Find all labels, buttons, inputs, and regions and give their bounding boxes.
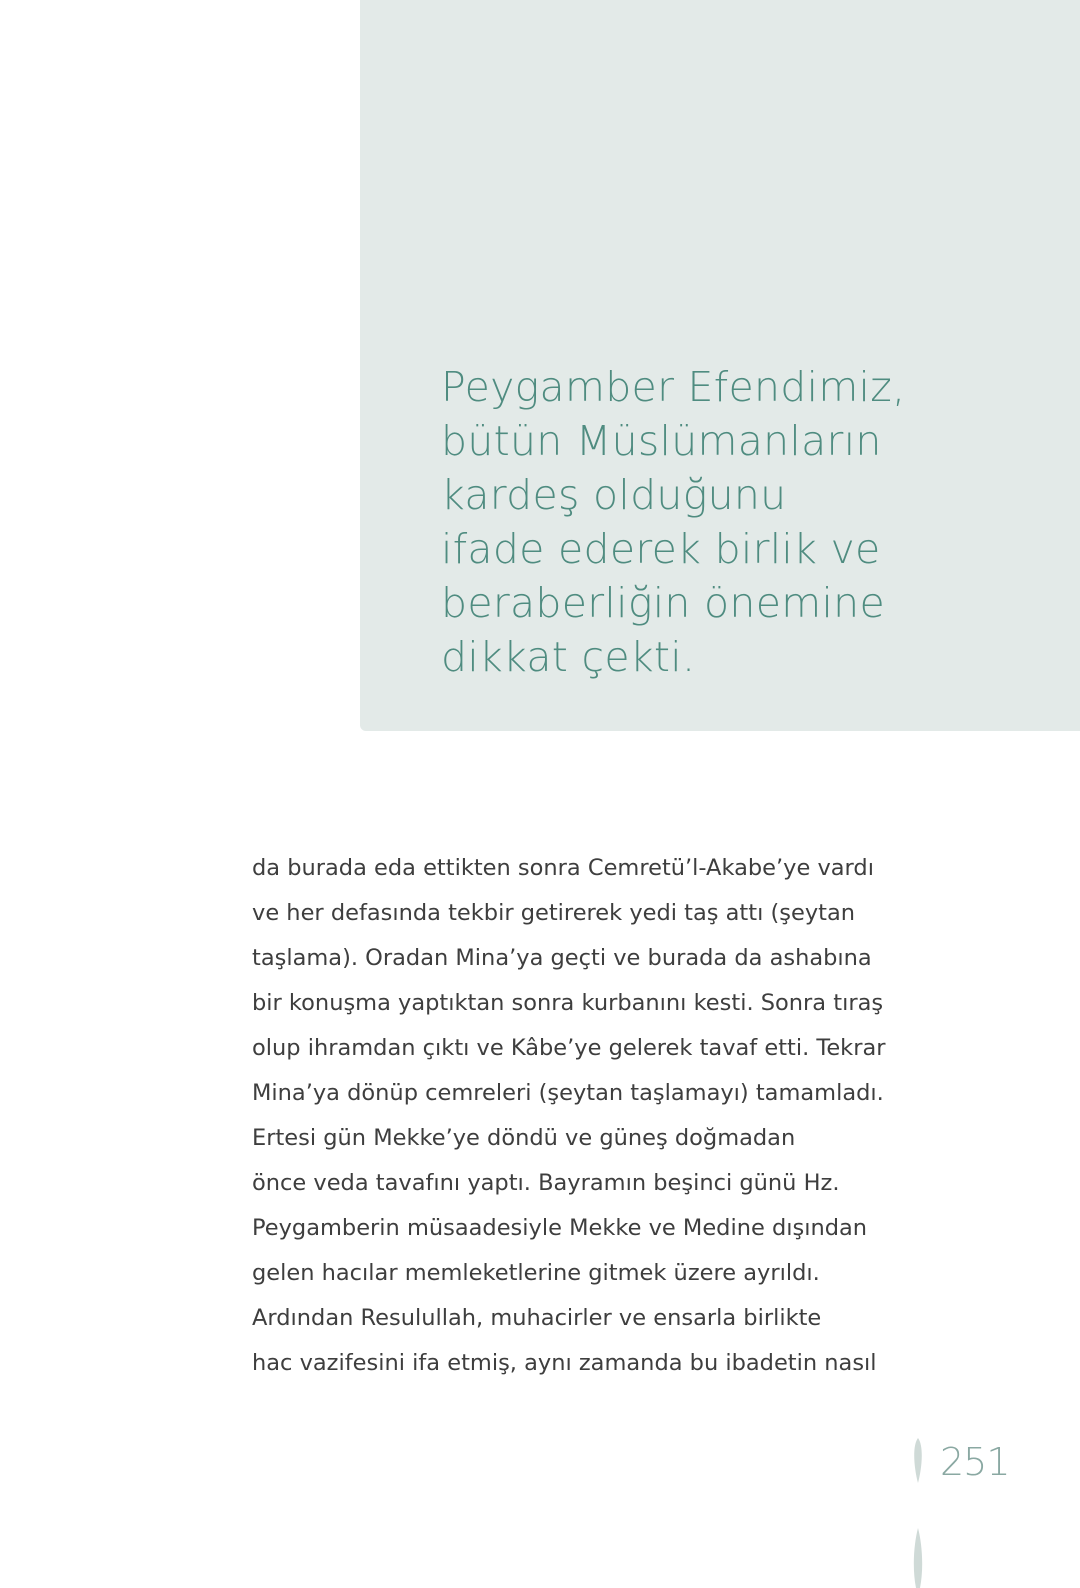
body-line: gelen hacılar memleketlerine gitmek üzere ayrıldı.	[252, 1260, 820, 1286]
pull-quote-line: beraberliğin önemine	[441, 579, 885, 627]
pull-quote-line: dikkat çekti.	[441, 633, 696, 681]
pull-quote-line: ifade ederek birlik ve	[441, 525, 881, 573]
body-paragraph	[252, 846, 972, 1386]
page-number: 251	[940, 1440, 1010, 1484]
body-line: olup ihramdan çıktı ve Kâbe’ye gelerek tavaf etti. Tekrar	[252, 1035, 886, 1061]
body-line: Ardından Resulullah, muhacirler ve ensarla birlikte	[252, 1305, 822, 1331]
body-line: Peygamberin müsaadesiyle Mekke ve Medine dışından	[252, 1215, 868, 1241]
pull-quote	[441, 360, 1061, 684]
pull-quote-line: Peygamber Efendimiz,	[441, 363, 906, 411]
body-line: ve her defasında tekbir getirerek yedi taş attı (şeytan	[252, 900, 856, 926]
page-marker-ornament	[908, 1438, 928, 1588]
pull-quote-line: kardeş olduğunu	[441, 471, 787, 519]
pull-quote-box	[360, 0, 1080, 731]
body-line: bir konuşma yaptıktan sonra kurbanını kesti. Sonra tıraş	[252, 990, 884, 1016]
body-line: Ertesi gün Mekke’ye döndü ve güneş doğmadan	[252, 1125, 796, 1151]
body-line: önce veda tavafını yaptı. Bayramın beşinci günü Hz.	[252, 1170, 840, 1196]
body-line: hac vazifesini ifa etmiş, aynı zamanda bu ibadetin nasıl	[252, 1350, 877, 1376]
body-line: da burada eda ettikten sonra Cemretü’l-Akabe’ye vardı	[252, 855, 874, 881]
pull-quote-line: bütün Müslümanların	[441, 417, 882, 465]
body-line: Mina’ya dönüp cemreleri (şeytan taşlamayı) tamamladı.	[252, 1080, 884, 1106]
body-line: taşlama). Oradan Mina’ya geçti ve burada da ashabına	[252, 945, 872, 971]
